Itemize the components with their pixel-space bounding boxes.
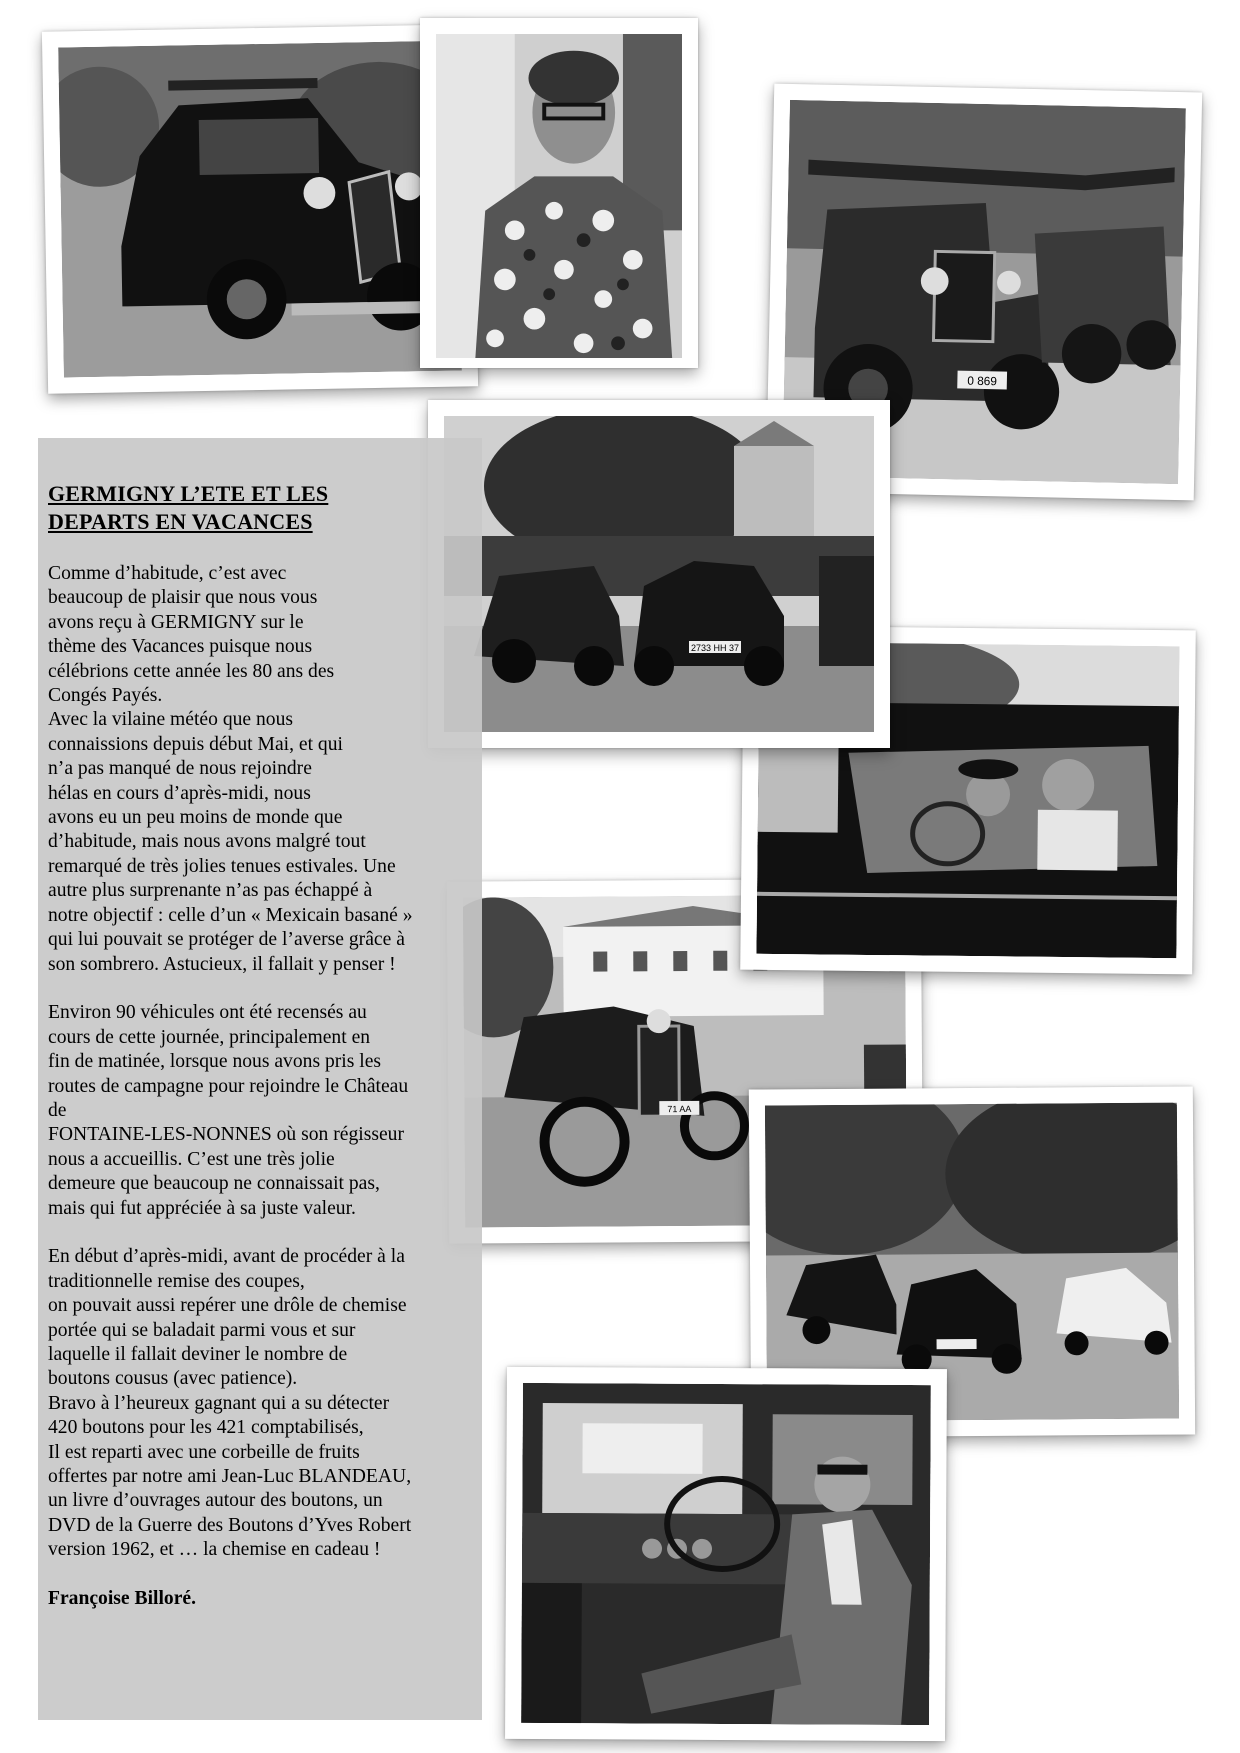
article-paragraph-1: Comme d’habitude, c’est avec beaucoup de plaisir que nous vous avons reçu à GERMIGNY sur le thème des Vacances puisque nous célébrions cette année les 80 ans des Congés Payés. Avec la vilaine météo que nous connaissions depuis début Mai, et qui n’a pas manqué de nous rejoindre hélas en cours d’après-midi, nous avons eu un peu moins de monde que d’habitude, mais nous avons malgré tout remarqué de très jolies tenues estivales. Une autre plus surprenante n’as pas échappé à notre objectif : celle d’un « Mexicain basané » qui lui pouvait se protéger de l’averse grâce à son sombrero. Astucieux, il fallait y penser ! xyxy=(48,563,413,975)
photo-peugeot-cars xyxy=(428,400,890,748)
article-signature: Françoise Billoré. xyxy=(48,1588,197,1610)
article-title-line-2: DEPARTS EN VACANCES xyxy=(48,509,313,534)
article xyxy=(48,480,478,1636)
photo-car-interior xyxy=(505,1367,947,1741)
photo-traction-avant xyxy=(42,24,478,393)
photo-man-button-shirt xyxy=(420,18,698,368)
peugeot-cars-image xyxy=(444,416,874,732)
fire-truck-plate: 0 869 xyxy=(967,373,998,389)
peugeot-plate: 2733 HH 37 xyxy=(690,643,740,653)
car-interior-image xyxy=(521,1383,931,1725)
traction-avant-image xyxy=(58,41,462,378)
article-paragraph-2: Environ 90 véhicules ont été recensés au cours de cette journée, principalement en fin de matinée, lorsque nous avons pris les routes de campagne pour rejoindre le Château de FONTAINE-LES-NONNES où son régisseur nous a accueillis. C’est une très jolie demeure que beaucoup ne connaissait pas, mais qui fut appréciée à sa juste valeur. xyxy=(48,1002,409,1219)
tourer-plate: 71 AA xyxy=(667,1103,692,1115)
man-button-shirt-image xyxy=(436,34,682,358)
article-panel xyxy=(38,438,482,1720)
article-title xyxy=(48,480,478,536)
article-title-line-1: GERMIGNY L’ETE ET LES xyxy=(48,481,329,506)
article-paragraph-3: En début d’après-midi, avant de procéder à la traditionnelle remise des coupes, on pouvait aussi repérer une drôle de chemise portée qui se baladait parmi vous et sur laquelle il fallait deviner le nombre de boutons cousus (avec patience). Bravo à l’heureux gagnant qui a su détecter 420 boutons pour les 421 comptabilisés, Il est reparti avec une corbeille de fruits offertes par notre ami Jean-Luc BLANDEAU, un livre d’ouvrages autour des boutons, un DVD de la Guerre des Boutons d’Yves Robert version 1962, et … la chemise en cadeau ! xyxy=(48,1246,412,1561)
